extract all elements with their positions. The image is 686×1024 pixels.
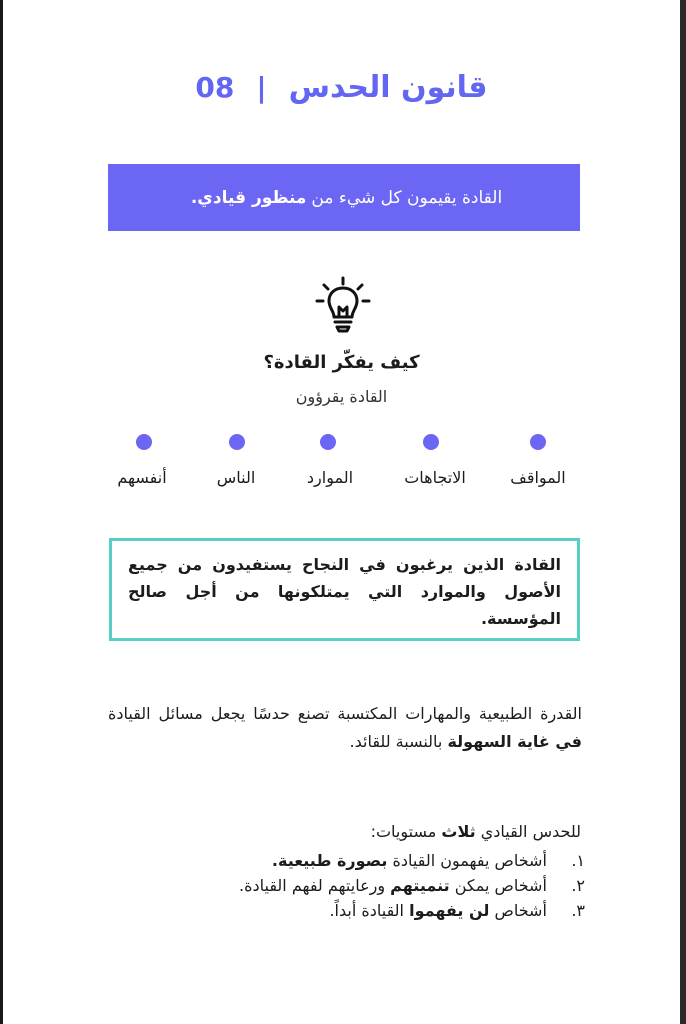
paragraph-text-end: بالنسبة للقائد. xyxy=(349,732,443,751)
intuition-paragraph xyxy=(108,700,582,756)
levels-intro-text: للحدس القيادي xyxy=(480,822,581,841)
paragraph-bold-text: في غاية السهولة xyxy=(447,732,582,751)
question-title: كيف يفكّر القادة؟ xyxy=(263,352,420,373)
chapter-number: 08 xyxy=(195,71,235,104)
list-item-text: أشخاص يمكن xyxy=(454,876,547,895)
read-item-label: الناس xyxy=(216,468,256,487)
list-item-bold: لن يفهموا xyxy=(409,901,490,920)
levels-intro xyxy=(101,822,581,841)
list-item-text-end: القيادة أبداً. xyxy=(329,901,404,920)
read-item-label: الاتجاهات xyxy=(404,468,466,487)
summary-banner xyxy=(108,164,580,231)
bullet-dot xyxy=(136,434,152,450)
list-item-text-end: ورعايتهم لفهم القيادة. xyxy=(239,876,386,895)
banner-bold-text: منظور قيادي. xyxy=(190,187,307,208)
list-item-number: ٣. xyxy=(571,901,585,920)
list-item xyxy=(105,873,585,898)
levels-intro-end: مستويات: xyxy=(370,822,437,841)
question-subtitle: القادة يقرؤون xyxy=(295,387,388,406)
callout-text: القادة الذين يرغبون في النجاح يستفيدون من جميع الأصول والموارد التي يمتلكونها من أجل صالح المؤسسة. xyxy=(128,555,561,628)
banner-text: القادة يقيمون كل شيء من xyxy=(311,187,503,208)
list-item-text: أشخاص يفهمون القيادة xyxy=(392,851,547,870)
paragraph-text: القدرة الطبيعية والمهارات المكتسبة تصنع حدسًا يجعل مسائل القيادة xyxy=(108,704,582,723)
chapter-title: قانون الحدس xyxy=(288,70,488,105)
bullet-dot xyxy=(320,434,336,450)
header-separator: | xyxy=(256,71,267,104)
callout-box xyxy=(109,538,580,641)
levels-list xyxy=(105,848,585,923)
page-header xyxy=(3,70,680,105)
page-frame-right xyxy=(680,0,686,1024)
read-item-label: أنفسهم xyxy=(117,468,167,487)
list-item-text: أشخاص xyxy=(494,901,547,920)
read-item-label: المواقف xyxy=(510,468,566,487)
list-item-bold: بصورة طبيعية. xyxy=(271,851,388,870)
bullet-dot xyxy=(229,434,245,450)
list-item-bold: تنميتهم xyxy=(390,876,450,895)
list-item xyxy=(105,898,585,923)
lightbulb-icon xyxy=(314,276,372,334)
document-page xyxy=(3,0,680,1024)
bullet-dot xyxy=(423,434,439,450)
bullet-dot xyxy=(530,434,546,450)
read-item-label: الموارد xyxy=(306,468,354,487)
list-item-number: ٢. xyxy=(571,876,585,895)
list-item-number: ١. xyxy=(571,851,585,870)
levels-intro-bold: ثلاث xyxy=(441,822,476,841)
list-item xyxy=(105,848,585,873)
